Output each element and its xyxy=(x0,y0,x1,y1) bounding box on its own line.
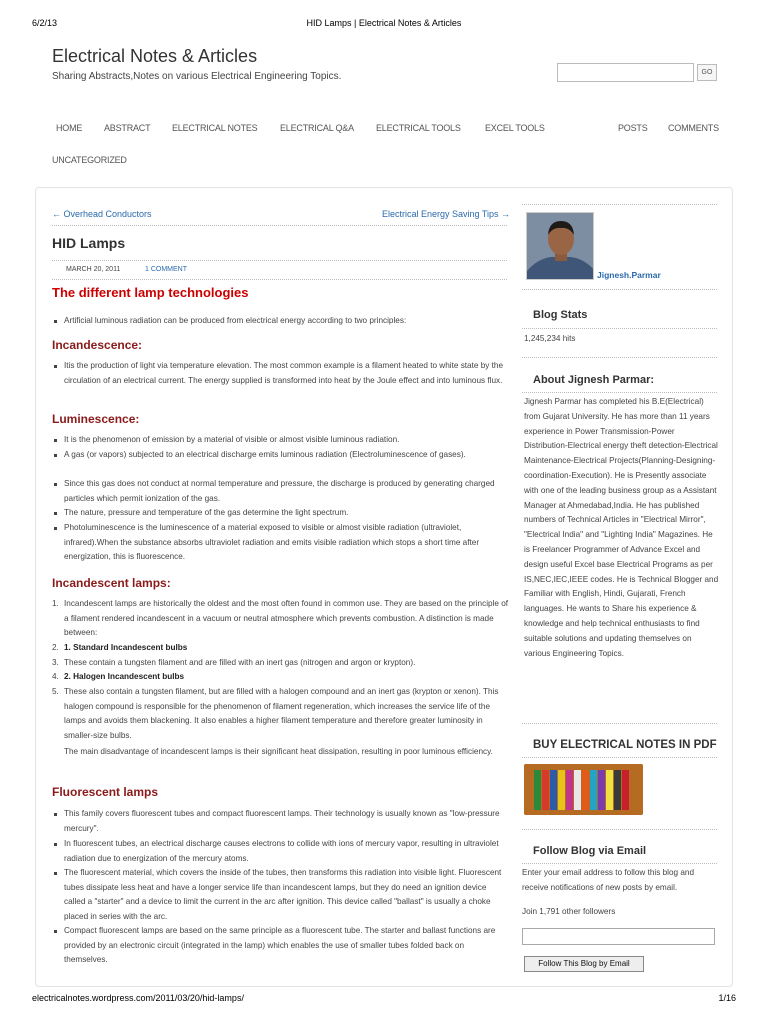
nav-electrical-tools[interactable]: ELECTRICAL TOOLS xyxy=(376,123,461,133)
divider xyxy=(52,260,507,261)
author-name-link[interactable]: Jignesh.Parmar xyxy=(597,270,661,280)
nav-feed-comments[interactable]: COMMENTS xyxy=(668,123,719,133)
blog-stats-title: Blog Stats xyxy=(533,309,588,321)
post-date: MARCH 20, 2011 xyxy=(66,266,121,273)
divider xyxy=(522,328,717,329)
site-title[interactable]: Electrical Notes & Articles xyxy=(52,46,258,66)
divider xyxy=(52,225,507,226)
divider xyxy=(522,289,717,290)
bullet xyxy=(54,813,57,816)
divider xyxy=(522,757,717,758)
about-title: About Jignesh Parmar: xyxy=(533,374,655,386)
incandescent-item: These contain a tungsten filament and are filled with an inert gas (nitrogen and argon or krypton). xyxy=(64,658,416,667)
bullet xyxy=(54,365,57,368)
bullet xyxy=(54,439,57,442)
nav-electrical-qa[interactable]: ELECTRICAL Q&A xyxy=(280,123,354,133)
incandescent-disadvantage: The main disadvantage of incandescent lamps is their significant heat dissipation, resulting in poor luminous efficiency. xyxy=(64,747,493,756)
nav-excel-tools[interactable]: EXCEL TOOLS xyxy=(485,123,545,133)
bullet xyxy=(54,527,57,530)
binders-icon xyxy=(524,764,643,815)
fluorescent-item: In fluorescent tubes, an electrical discharge causes electrons to collide with ions of mercury vapor, resulting in ultraviolet radiation due to energization of the mercury atoms. xyxy=(64,839,499,863)
follow-blog-button[interactable]: Follow This Blog by Email xyxy=(524,956,644,972)
heading-incandescent-lamps: Incandescent lamps: xyxy=(52,576,171,590)
fluorescent-item: Compact fluorescent lamps are based on the same principle as a fluorescent tube. The starter and ballast functions are provided by an electronic circuit (integrated in the lamp) which enables the use of smaller tubes folded back on themselves. xyxy=(64,926,496,964)
print-page-number: 1/16 xyxy=(718,993,736,1003)
divider xyxy=(522,723,717,724)
follow-blog-title: Follow Blog via Email xyxy=(533,845,647,857)
print-url: electricalnotes.wordpress.com/2011/03/20/hid-lamps/ xyxy=(32,993,244,1003)
nav-home[interactable]: HOME xyxy=(56,123,83,133)
follow-description: Enter your email address to follow this blog and receive notifications of new posts by email. xyxy=(522,868,695,892)
bullet xyxy=(54,872,57,875)
bullet xyxy=(54,512,57,515)
nav-uncategorized[interactable]: UNCATEGORIZED xyxy=(52,155,127,165)
blog-stats-hits: 1,245,234 hits xyxy=(524,334,576,343)
nav-electrical-notes[interactable]: ELECTRICAL NOTES xyxy=(172,123,258,133)
bullet xyxy=(54,843,57,846)
post-title: HID Lamps xyxy=(52,235,126,251)
next-post-link[interactable]: Electrical Energy Saving Tips → xyxy=(382,209,511,219)
incandescent-subheading: 2. Halogen Incandescent bulbs xyxy=(64,672,185,681)
buy-pdf-title[interactable]: BUY ELECTRICAL NOTES IN PDF xyxy=(533,739,717,751)
bullet xyxy=(54,454,57,457)
luminescence-item: It is the phenomenon of emission by a material of visible or almost visible luminous radiation. xyxy=(64,435,400,444)
heading-luminescence: Luminescence: xyxy=(52,412,140,426)
list-number: 1. xyxy=(52,599,59,608)
bullet xyxy=(54,320,57,323)
bullet xyxy=(54,483,57,486)
nav-abstract[interactable]: ABSTRACT xyxy=(104,123,151,133)
print-date: 6/2/13 xyxy=(32,18,58,28)
intro-text: Artificial luminous radiation can be produced from electrical energy according to two principles: xyxy=(64,316,407,325)
divider xyxy=(522,392,717,393)
list-number: 4. xyxy=(52,672,59,681)
divider xyxy=(52,279,507,280)
luminescence-item: Since this gas does not conduct at normal temperature and pressure, the discharge is produced by generating charged particles which permit ionization of the gas. xyxy=(64,479,495,503)
divider xyxy=(522,204,717,205)
print-header xyxy=(32,18,736,32)
list-number: 2. xyxy=(52,643,59,652)
search-go-button[interactable]: GO xyxy=(697,64,717,81)
site-tagline: Sharing Abstracts,Notes on various Electrical Engineering Topics. xyxy=(52,71,342,82)
search-input[interactable] xyxy=(557,63,694,82)
luminescence-item: The nature, pressure and temperature of the gas determine the light spectrum. xyxy=(64,508,349,517)
incandescent-subheading: 1. Standard Incandescent bulbs xyxy=(64,643,188,652)
heading-fluorescent-lamps: Fluorescent lamps xyxy=(52,785,159,799)
heading-incandescence: Incandescence: xyxy=(52,338,143,352)
nav-feed-posts[interactable]: POSTS xyxy=(618,123,648,133)
author-avatar[interactable] xyxy=(526,212,594,280)
followers-count: Join 1,791 other followers xyxy=(522,907,616,916)
print-footer xyxy=(32,993,736,1007)
fluorescent-item: This family covers fluorescent tubes and compact fluorescent lamps. Their technology is usually known as "low-pressure mercury". xyxy=(64,809,500,833)
incandescence-text: Itis the production of light via temperature elevation. The most common example is a filament heated to white state by the circulation of an electrical current. The energy supplied is transformed into heat by the Joule effect and into luminous flux. xyxy=(64,361,504,385)
prev-post-link[interactable]: ← Overhead Conductors xyxy=(52,209,152,219)
print-doc-title: HID Lamps | Electrical Notes & Articles xyxy=(306,18,462,28)
fluorescent-item: The fluorescent material, which covers the inside of the tubes, then transforms this radiation into visible light. Fluorescent tubes dissipate less heat and have a longer service life than incandescent lamps, but they do need an ignition device called a "starter" and a device to limit the current in the arc after ignition. This device called "ballast" is usually a choke placed in series with the arc. xyxy=(64,868,502,921)
follow-email-input[interactable] xyxy=(522,928,715,945)
author-photo-icon xyxy=(527,213,594,280)
about-text: Jignesh Parmar has completed his B.E(Electrical) from Gujarat University. He has more than 11 years experience in Power Transmission-Power Distribution-Electrical energy theft detection-Electrical Maintenance-Electrical Projects(Planning-Designing-coordination-Execution). He is Presently associate with one of the leading business group as a Assistant Manager at Ahmedabad,India. He has published numbers of Technical Articles in "Electrical Mirror", "Electrical India" and "Lighting India" Magazines. He is Freelancer Programmer of Advance Excel and design useful Excel base Electrical Programs as per IS,NEC,IEC,IEEE codes. He is Technical Blogger and Familiar with English, Hindi, Gujarati, French languages. He wants to Share his experience & knowledge and help technical enthusiasts to find suitable solutions and updating themselves on various Engineering Topics. xyxy=(524,397,719,658)
incandescent-item: Incandescent lamps are historically the oldest and the most often found in common use. They are based on the principle of a filament rendered incandescent in a vacuum or neutral atmosphere which prevents combustion. A distinction is made between: xyxy=(64,599,509,637)
incandescent-item: These also contain a tungsten filament, but are filled with a halogen compound and an inert gas (krypton or xenon). This halogen compound is responsible for the phenomenon of filament regeneration, which increases the service life of the lamps and avoids them blackening. It also enables a higher filament temperature and therefore greater luminosity in smaller-size bulbs. xyxy=(64,687,499,740)
post-comments-link[interactable]: 1 COMMENT xyxy=(145,266,187,273)
section-heading-lamp-technologies: The different lamp technologies xyxy=(52,285,249,300)
list-number: 3. xyxy=(52,658,59,667)
divider xyxy=(522,829,717,830)
divider xyxy=(522,357,717,358)
bullet xyxy=(54,930,57,933)
luminescence-item: A gas (or vapors) subjected to an electrical discharge emits luminous radiation (Electroluminescence of gases). xyxy=(64,450,466,459)
luminescence-item: Photoluminescence is the luminescence of a material exposed to visible or almost visible radiation (ultraviolet, infrared).When the substance absorbs ultraviolet radiation and emits visible radiation which stops a short time after energization, this is fluorescence. xyxy=(64,523,480,561)
list-number: 5. xyxy=(52,687,59,696)
pdf-binders-image[interactable] xyxy=(524,764,643,815)
divider xyxy=(522,863,717,864)
